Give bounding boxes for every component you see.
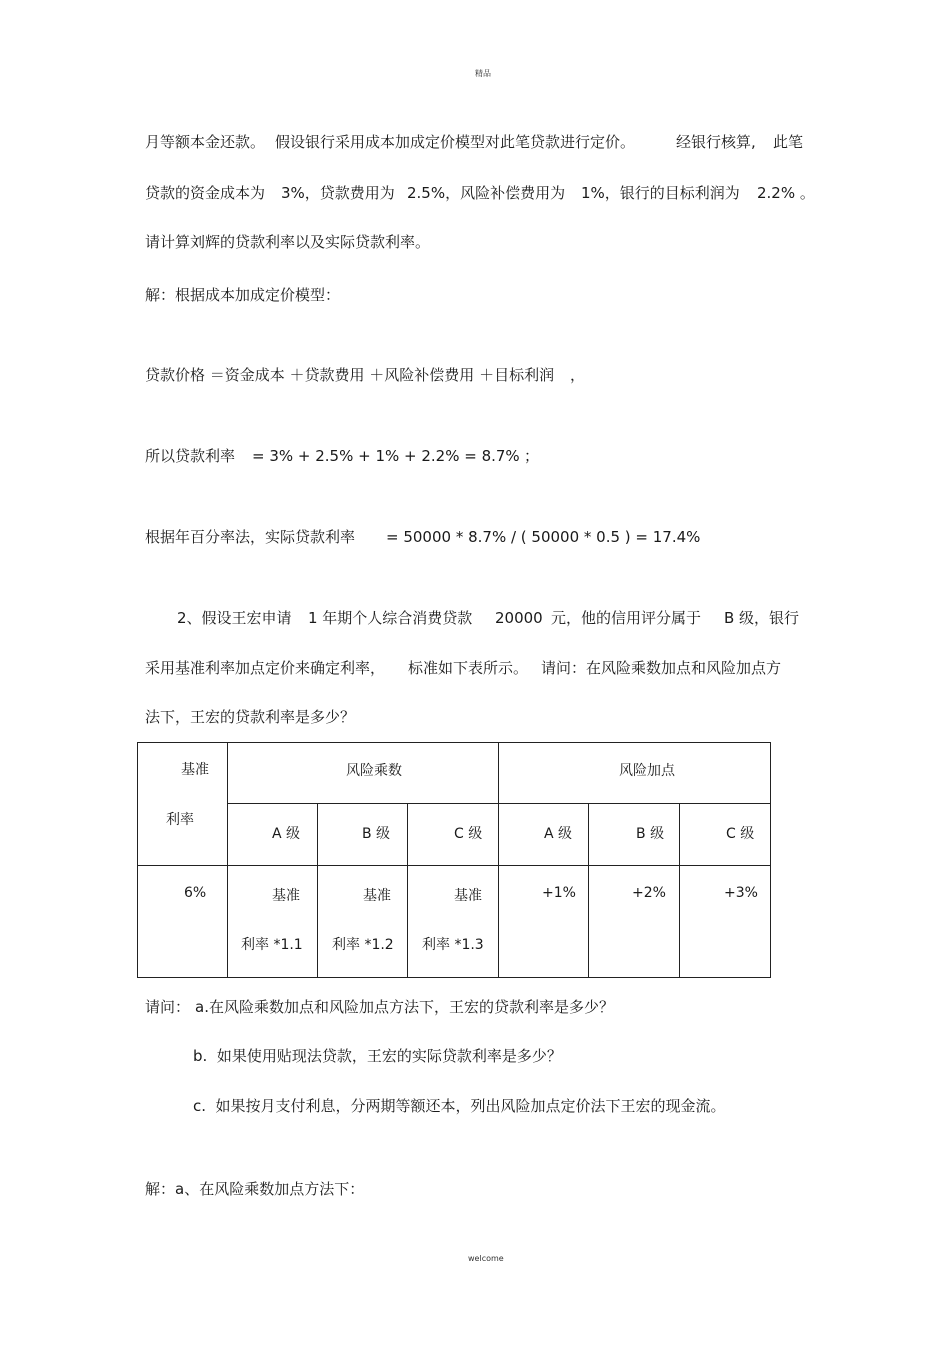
multiplier-text-bottom: 利率 *1.1 [241,937,303,953]
text-line: 3%，贷款费用为 [281,184,395,202]
multiplier-cell [318,866,408,978]
multiplier-text-top: 基准 [363,888,391,904]
grade-header-cell [408,804,499,866]
base-rate-value: 6% [184,885,207,901]
text-line: 请问：在风险乘数加点和风险加点方 [541,659,782,677]
group-header-addon [499,743,771,804]
page-header: 精品 [475,69,491,78]
grade-label: B 级 [636,826,665,842]
formula-line: 贷款价格 ＝资金成本 ＋贷款费用 ＋风险补偿费用 ＋目标利润 [145,366,555,384]
text-line: 根据年百分率法，实际贷款利率 [145,528,356,546]
addon-cell [680,866,771,978]
grade-label: C 级 [454,826,483,842]
text-line: ， [570,366,586,384]
formula-line: = 3% + 2.5% + 1% + 2.2% = 8.7% [252,447,520,465]
addon-cell [499,866,589,978]
grade-header-cell [228,804,318,866]
text-line: 元，他的信用评分属于 [551,609,702,627]
text-line: 假设银行采用成本加成定价模型对此笔贷款进行定价。 [275,133,636,151]
text-line: 贷款的资金成本为 [145,184,266,202]
base-rate-label-bottom: 利率 [166,812,194,828]
text-line: 2.2% 。 [757,184,815,202]
text-line: 1%，银行的目标利润为 [581,184,740,202]
text-line: 经银行核算, [676,133,756,151]
grade-header-cell [499,804,589,866]
text-line: 法下，王宏的贷款利率是多少？ [145,708,356,726]
text-line: 月等额本金还款。 [145,133,266,151]
text-line: 解：根据成本加成定价模型： [145,286,341,304]
addon-value: +2% [632,885,666,901]
grade-label: C 级 [726,826,755,842]
multiplier-text-bottom: 利率 *1.3 [422,937,484,953]
grade-header-cell [680,804,771,866]
base-rate-value-cell [138,866,228,978]
question-intro: 请问： [145,998,191,1016]
multiplier-text-bottom: 利率 *1.2 [332,937,394,953]
grade-label: A 级 [272,826,301,842]
grade-label: A 级 [544,826,573,842]
base-rate-label-top: 基准 [181,762,209,778]
question-b: b. 如果使用贴现法贷款，王宏的实际贷款利率是多少？ [193,1047,562,1065]
multiplier-cell [228,866,318,978]
text-line: 请计算刘辉的贷款利率以及实际贷款利率。 [145,233,431,251]
text-line: 标准如下表所示。 [408,659,529,677]
text-line: 1 年期个人综合消费贷款 [308,609,473,627]
addon-value: +3% [724,885,758,901]
multiplier-cell [408,866,499,978]
rate-table [137,742,771,978]
text-line: 采用基准利率加点定价来确定利率， [145,659,386,677]
question-c: c. 如果按月支付利息，分两期等额还本，列出风险加点定价法下王宏的现金流。 [193,1097,726,1115]
text-line: 此笔 [773,133,804,151]
grade-label: B 级 [362,826,391,842]
text-line: 2.5%，风险补偿费用为 [407,184,566,202]
multiplier-text-top: 基准 [272,888,300,904]
text-line: ； [524,447,540,465]
group-multiplier-label: 风险乘数 [346,763,402,779]
addon-cell [589,866,680,978]
formula-line: = 50000 * 8.7% / ( 50000 * 0.5 ) = 17.4% [386,528,701,546]
addon-value: +1% [542,885,576,901]
group-header-multiplier [228,743,499,804]
text-line: B 级，银行 [724,609,800,627]
group-addon-label: 风险加点 [619,763,676,779]
page-footer: welcome [468,1254,504,1263]
multiplier-text-top: 基准 [454,888,482,904]
text-line: 20000 [495,609,543,627]
solution-line: 解：a、在风险乘数加点方法下： [145,1180,365,1198]
grade-header-cell [318,804,408,866]
question-a: a.在风险乘数加点和风险加点方法下，王宏的贷款利率是多少？ [195,998,614,1016]
base-rate-header-cell [138,743,228,866]
text-line: 2、假设王宏申请 [177,609,292,627]
text-line: 所以贷款利率 [145,447,236,465]
grade-header-cell [589,804,680,866]
